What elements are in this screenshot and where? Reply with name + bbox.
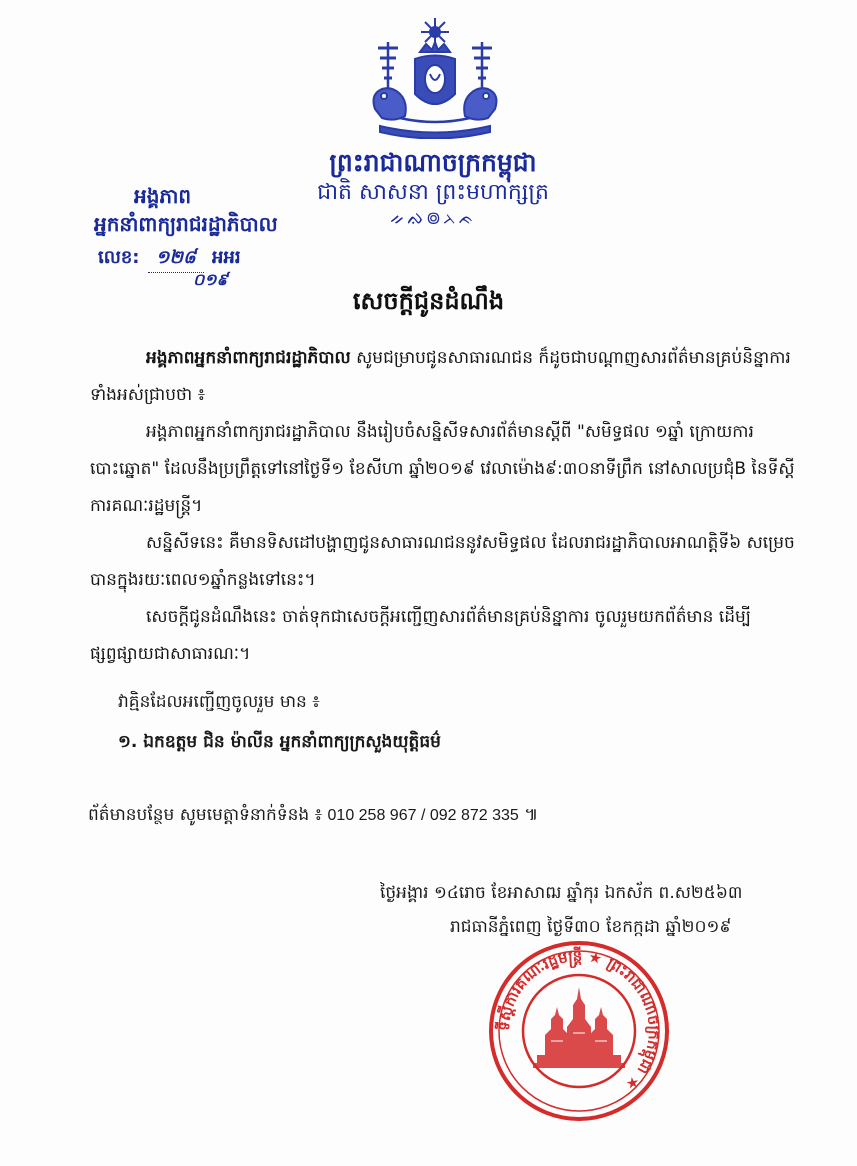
document-body: [90, 340, 810, 673]
participants-heading: វាគ្មិនដែលអញ្ជើញចូលរួម មាន ៖: [118, 692, 320, 712]
angkor-wat-seal-icon: [485, 937, 673, 1125]
body-lead-bold: អង្គភាពអ្នកនាំពាក្យរាជរដ្ឋាភិបាល: [146, 348, 351, 368]
body-paragraph-4: សេចក្តីជូនដំណឹងនេះ ចាត់ទុកជាសេចក្តីអញ្ជើញសារព័ត៌មានគ្រប់និន្នាការ ចូលរួមយកព័ត៌មាន ដើម្បីផ្សព្វផ្សាយជាសាធារណៈ។: [90, 607, 751, 664]
reference-suffix: អអរ: [212, 247, 241, 268]
contact-label: ព័ត៌មានបន្ថែម សូមមេត្តាទំនាក់ទំនង ៖: [88, 805, 328, 825]
document-subject: សេចក្តីជូនដំណឹង: [352, 287, 505, 315]
participants-block: [118, 682, 798, 762]
body-paragraph-3: សន្និសីទនេះ គឺមានទិសដៅបង្ហាញជូនសាធារណជននូវសមិទ្ធផល ដែលរាជរដ្ឋាភិបាលអាណត្តិទី៦ សម្រេចបានក្នុងរយៈពេល១ឆ្នាំកន្លងទៅនេះ។: [90, 533, 795, 590]
issuer-unit: អង្គភាព: [134, 184, 192, 208]
issuer-block: [94, 182, 294, 238]
kingdom-title: ព្រះរាជាណាចក្រកម្ពុជា: [329, 148, 537, 177]
participant-item: ១. ឯកឧត្តម ជិន ម៉ាលីន អ្នកនាំពាក្យក្រសួងយុត្តិធម៌: [118, 732, 441, 752]
contact-line: [88, 800, 808, 831]
body-paragraph-2: អង្គភាពអ្នកនាំពាក្យរាជរដ្ឋាភិបាល នឹងរៀបចំសន្និសីទសារព័ត៌មានស្តីពី "សមិទ្ធផល ១ឆ្នាំ ក្រោយការបោះឆ្នោត" ដែលនឹងប្រព្រឹត្តទៅនៅថ្ងៃទី១ ខែសីហា ឆ្នាំ២០១៩ វេលាម៉ោង៩:៣០នាទីព្រឹក នៅសាលប្រជុំB នៃទីស្តីការគណៈរដ្ឋមន្ត្រី។: [90, 422, 795, 516]
date-block: [380, 876, 820, 944]
reference-number: [98, 245, 288, 289]
seal-ring-text: ទីស្តីការគណៈរដ្ឋមន្ត្រី ★ ព្រះរាជាណាចក្រកម្ពុជា ★: [494, 946, 664, 1095]
lunar-date: ថ្ងៃអង្គារ ១៤រោច ខែអាសាឍ ឆ្នាំកុរ ឯកស័ក ព.ស២៥៦៣: [380, 883, 743, 903]
body-paragraph-1: [90, 340, 810, 414]
body-paragraph-1-text: សូមជម្រាបជូនសាធារណជន ក៏ដូចជាបណ្តាញសារព័ត៌មានគ្រប់និន្នាការទាំងអស់ជ្រាបថា ៖: [90, 348, 791, 405]
reference-value: ១២៨: [148, 245, 204, 273]
solar-date: រាជធានីភ្នំពេញ ថ្ងៃទី៣០ ខែកក្កដា ឆ្នាំ២០១៩: [450, 917, 732, 937]
kingdom-motto: ជាតិ សាសនា ព្រះមហាក្សត្រ: [317, 180, 549, 205]
reference-label: លេខ:: [98, 247, 140, 268]
contact-end-mark: ៕: [518, 805, 539, 825]
issuer-name: អ្នកនាំពាក្យរាជរដ្ឋាភិបាល: [94, 212, 278, 236]
contact-phones: 010 258 967 / 092 872 335: [327, 807, 519, 824]
royal-coat-of-arms-icon: [360, 14, 510, 139]
kingdom-header: [288, 148, 578, 230]
header-ornament: ᨀᨁ៙ᨂᨃ: [389, 208, 477, 229]
reference-year: ០១៩: [193, 270, 228, 289]
